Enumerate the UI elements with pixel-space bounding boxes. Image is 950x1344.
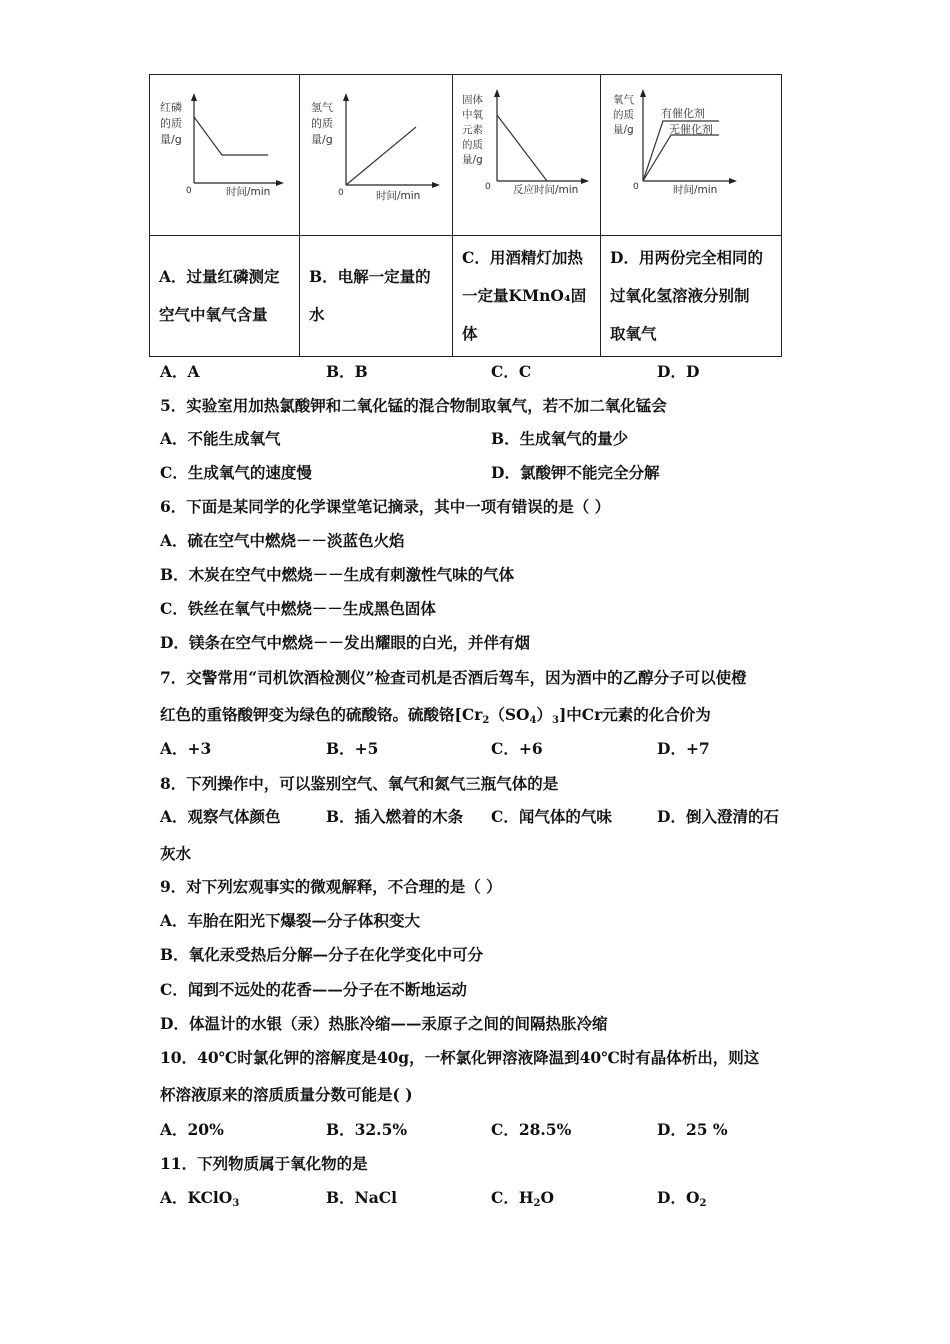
- q5-option-b[interactable]: B．生成氧气的量少: [491, 429, 629, 448]
- graph-a-curve: [194, 117, 268, 155]
- q5-option-d[interactable]: D．氯酸钾不能完全分解: [491, 463, 660, 482]
- q10-option-d[interactable]: D．25 %: [657, 1120, 728, 1139]
- q8-option-d-wrap: 灰水: [160, 844, 192, 863]
- graph-d-ylabel-2: 的质: [613, 109, 634, 121]
- q7-sub-1: 2: [482, 715, 490, 726]
- graph-c-origin: 0: [485, 182, 491, 192]
- q7-sub-2: 4: [529, 715, 537, 726]
- q9-option-c[interactable]: C．闻到不远处的花香——分子在不断地运动: [160, 980, 467, 999]
- q6-option-d[interactable]: D．镁条在空气中燃烧－－发出耀眼的白光，并伴有烟: [160, 633, 530, 652]
- q6-option-a[interactable]: A．硫在空气中燃烧－－淡蓝色火焰: [160, 531, 405, 550]
- graph-d-cell: [601, 75, 782, 236]
- graph-c: [453, 75, 601, 235]
- q8-stem: 8．下列操作中，可以鉴别空气、氧气和氮气三瓶气体的是: [160, 774, 559, 793]
- q7-stem-part-d: ]中Cr元素的化合价为: [558, 705, 711, 724]
- graph-b-x-arrow: [432, 182, 440, 188]
- q11-option-c-post: O: [540, 1188, 554, 1207]
- q7-sub-3: 3: [552, 715, 559, 726]
- q11-option-d-text: D．O: [657, 1188, 700, 1207]
- q10-option-a[interactable]: A．20%: [160, 1120, 224, 1139]
- q7-stem-part-c: ）: [536, 705, 552, 724]
- graph-c-ylabel-2: 中氧: [462, 109, 483, 121]
- graph-d-curve-no-catalyst: [643, 135, 719, 181]
- q7-stem-line-2: [160, 705, 711, 731]
- graph-d-label-no-catalyst: 无催化剂: [669, 123, 713, 136]
- q5-stem: 5．实验室用加热氯酸钾和二氧化锰的混合物制取氧气，若不加二氧化锰会: [160, 396, 667, 415]
- q11-option-c[interactable]: [491, 1188, 554, 1214]
- graph-b-y-arrow: [343, 93, 349, 101]
- graph-a-x-arrow: [276, 180, 284, 186]
- graph-b-origin: 0: [338, 188, 344, 198]
- caption-a-line-2: 空气中氧气含量: [159, 305, 268, 324]
- q11-stem: 11．下列物质属于氧化物的是: [160, 1154, 368, 1173]
- graph-c-xlabel: 反应时间/min: [513, 184, 579, 196]
- q7-stem-part-b: （SO: [489, 705, 530, 724]
- q7-stem-line-1: 7．交警常用“司机饮酒检测仪”检查司机是否酒后驾车，因为酒中的乙醇分子可以使橙: [160, 668, 747, 687]
- graph-b-ylabel-3: 量/g: [311, 133, 333, 146]
- q11-option-a[interactable]: [160, 1188, 239, 1214]
- graph-a-ylabel-1: 红磷: [160, 101, 182, 114]
- q11-option-d-sub: 2: [699, 1198, 707, 1209]
- graph-d-ylabel-3: 量/g: [613, 124, 634, 136]
- caption-c-line-1: C．用酒精灯加热: [462, 248, 583, 267]
- graph-table: [149, 74, 782, 357]
- q7-stem-part-a: 红色的重铬酸钾变为绿色的硫酸铬。硫酸铬[Cr: [160, 705, 483, 724]
- graph-b-ylabel-2: 的质: [311, 117, 333, 130]
- q11-option-c-text: C．H: [491, 1188, 534, 1207]
- q11-option-b-text: B．NaCl: [326, 1188, 398, 1207]
- q8-option-b[interactable]: B．插入燃着的木条: [326, 807, 464, 826]
- caption-c: [453, 236, 601, 357]
- graph-c-ylabel-3: 元素: [462, 124, 483, 136]
- graph-b-cell: [300, 75, 453, 236]
- graph-a-origin: 0: [186, 186, 192, 196]
- graph-c-ylabel-4: 的质: [462, 139, 483, 151]
- caption-d-line-3: 取氧气: [610, 324, 657, 343]
- q9-stem: 9．对下列宏观事实的微观解释，不合理的是（ ）: [160, 877, 502, 896]
- graph-c-ylabel-1: 固体: [462, 94, 483, 106]
- graph-d-x-arrow: [729, 178, 737, 184]
- graph-b-ylabel-1: 氢气: [311, 101, 333, 114]
- graph-a-ylabel-2: 的质: [160, 117, 182, 130]
- q10-stem-line-2: 杯溶液原来的溶质质量分数可能是( ): [160, 1085, 413, 1104]
- q6-stem: 6．下面是某同学的化学课堂笔记摘录，其中一项有错误的是（ ）: [160, 497, 611, 516]
- q8-option-a[interactable]: A．观察气体颜色: [160, 807, 281, 826]
- caption-d: [601, 236, 782, 357]
- q9-option-b[interactable]: B．氧化汞受热后分解—分子在化学变化中可分: [160, 945, 484, 964]
- q10-option-c[interactable]: C．28.5%: [491, 1120, 572, 1139]
- q11-option-d[interactable]: [657, 1188, 706, 1214]
- caption-b-line-2: 水: [309, 305, 325, 324]
- caption-row: [150, 236, 782, 357]
- q6-option-c[interactable]: C．铁丝在氧气中燃烧－－生成黑色固体: [160, 599, 436, 618]
- caption-c-line-2: 一定量KMnO₄固体: [462, 286, 587, 343]
- graph-c-x-arrow: [581, 178, 589, 184]
- q7-option-d[interactable]: D．+7: [657, 739, 710, 758]
- caption-a-line-1: A．过量红磷测定: [159, 267, 280, 286]
- q10-stem-line-1: 10．40℃时氯化钾的溶解度是40g，一杯氯化钾溶液降温到40℃时有晶体析出，则这: [160, 1048, 760, 1067]
- q4-option-d[interactable]: D．D: [657, 362, 700, 381]
- graph-a: [150, 75, 300, 235]
- graph-b-xlabel: 时间/min: [376, 190, 421, 202]
- caption-d-line-2: 过氧化氢溶液分别制: [610, 286, 750, 305]
- graph-a-ylabel-3: 量/g: [160, 133, 182, 146]
- q6-option-b[interactable]: B．木炭在空气中燃烧－－生成有刺激性气味的气体: [160, 565, 515, 584]
- graph-d-ylabel-1: 氧气: [613, 94, 634, 106]
- caption-d-line-1: D．用两份完全相同的: [610, 248, 763, 267]
- graph-row: [150, 75, 782, 236]
- q11-option-a-sub: 3: [232, 1198, 240, 1209]
- q4-option-c[interactable]: C．C: [491, 362, 532, 381]
- q10-option-b[interactable]: B．32.5%: [326, 1120, 408, 1139]
- graph-d-y-arrow: [640, 89, 646, 97]
- q8-option-c[interactable]: C．闻气体的气味: [491, 807, 612, 826]
- graph-c-y-arrow: [494, 89, 500, 97]
- q7-option-a[interactable]: A．+3: [160, 739, 212, 758]
- q7-option-b[interactable]: B．+5: [326, 739, 379, 758]
- q8-option-d[interactable]: D．倒入澄清的石: [657, 807, 779, 826]
- graph-a-xlabel: 时间/min: [226, 186, 271, 198]
- q7-option-c[interactable]: C．+6: [491, 739, 543, 758]
- caption-a: [150, 236, 300, 357]
- caption-b-line-1: B．电解一定量的: [309, 267, 431, 286]
- graph-a-cell: [150, 75, 300, 236]
- graph-b-curve: [346, 127, 416, 185]
- caption-b: [300, 236, 453, 357]
- graph-d: [601, 75, 782, 235]
- graph-b: [300, 75, 453, 235]
- graph-d-xlabel: 时间/min: [673, 184, 718, 196]
- q11-option-c-sub: 2: [533, 1198, 541, 1209]
- graph-c-curve: [497, 115, 547, 181]
- q5-option-c[interactable]: C．生成氧气的速度慢: [160, 463, 312, 482]
- graph-d-label-catalyst: 有催化剂: [661, 107, 705, 120]
- graph-c-ylabel-5: 量/g: [462, 154, 483, 166]
- q5-option-a[interactable]: A．不能生成氧气: [160, 429, 281, 448]
- q9-option-d[interactable]: D．体温计的水银（汞）热胀冷缩——汞原子之间的间隔热胀冷缩: [160, 1014, 608, 1033]
- q11-option-a-text: A．KClO: [160, 1188, 233, 1207]
- q4-option-a[interactable]: A．A: [160, 362, 200, 381]
- q9-option-a[interactable]: A．车胎在阳光下爆裂—分子体积变大: [160, 911, 421, 930]
- graph-a-y-arrow: [191, 93, 197, 101]
- graph-d-origin: 0: [633, 182, 639, 192]
- q4-option-b[interactable]: B．B: [326, 362, 368, 381]
- graph-c-cell: [453, 75, 601, 236]
- q11-option-b[interactable]: [326, 1188, 397, 1208]
